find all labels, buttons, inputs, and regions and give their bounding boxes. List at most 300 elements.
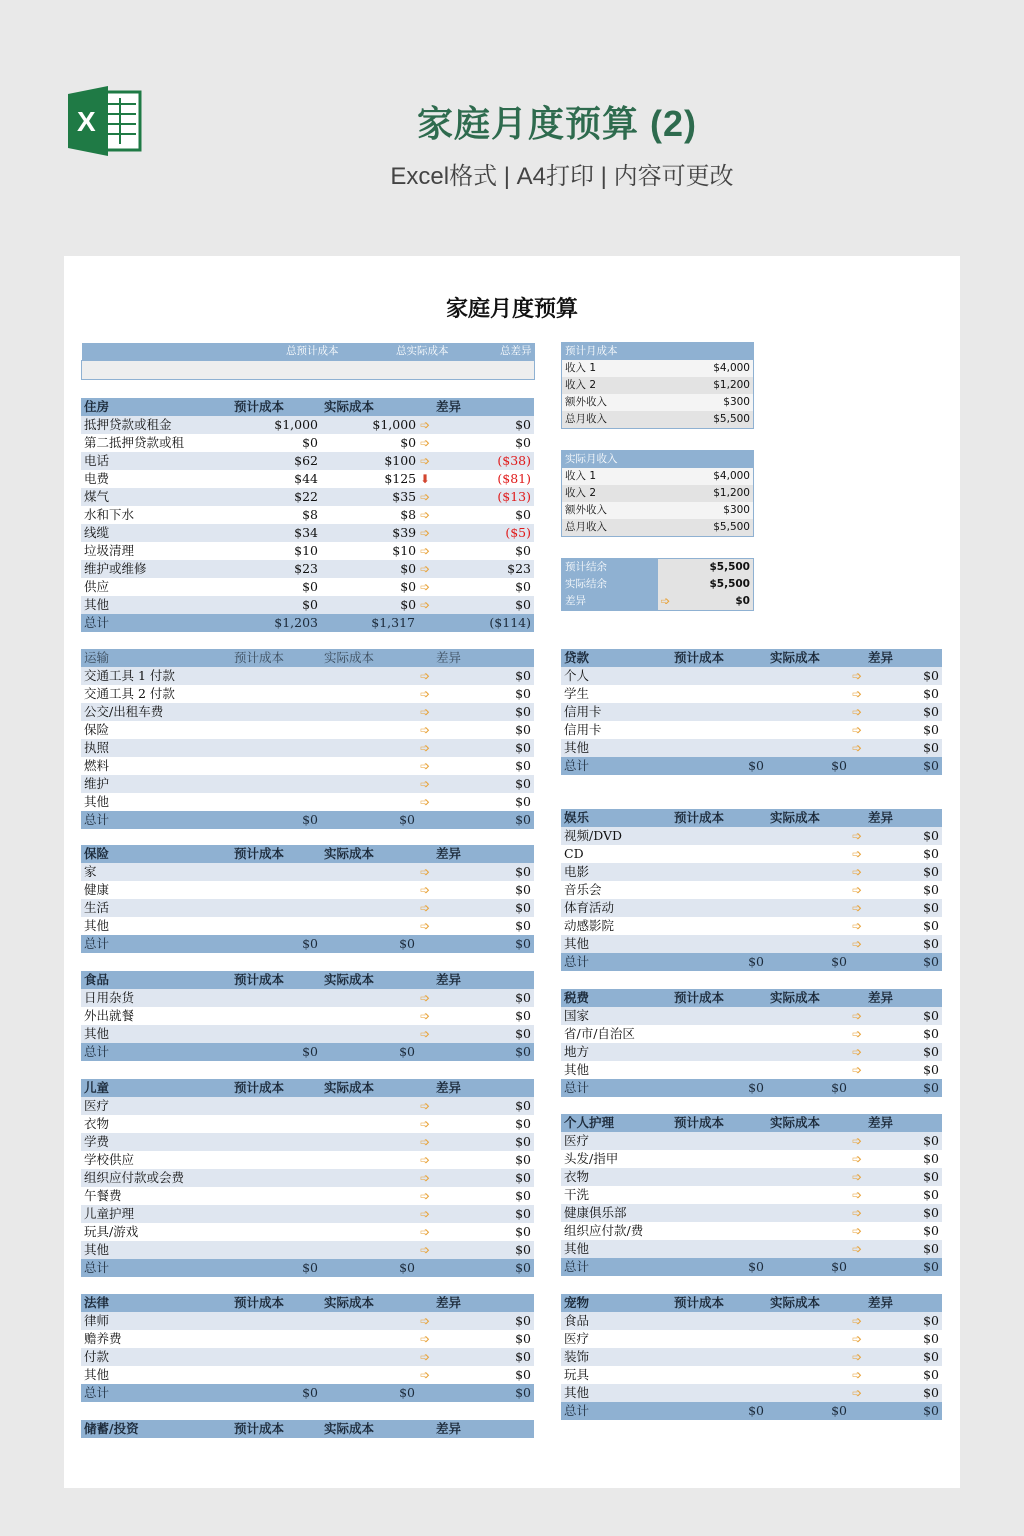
diff-value: $0 bbox=[865, 685, 942, 703]
arrow-right-icon: ➩ bbox=[419, 1099, 430, 1113]
table-row bbox=[561, 1043, 942, 1061]
total-diff: $0 bbox=[865, 1402, 942, 1420]
total-label: 总计 bbox=[561, 953, 671, 971]
arrow-right-icon: ➩ bbox=[419, 1225, 430, 1239]
row-label: 电话 bbox=[81, 452, 231, 470]
budget-value bbox=[671, 827, 767, 845]
budget-value: $1,000 bbox=[231, 416, 321, 434]
diff-value: ($13) bbox=[433, 488, 534, 506]
table-row bbox=[81, 542, 534, 560]
diff-value: $0 bbox=[865, 721, 942, 739]
diff-value: $0 bbox=[433, 721, 534, 739]
total-row bbox=[81, 811, 534, 829]
actual-cell bbox=[767, 1168, 865, 1186]
table-row bbox=[561, 1025, 942, 1043]
actual-cell bbox=[767, 1330, 865, 1348]
actual-income-table bbox=[561, 450, 754, 537]
budget-value bbox=[671, 667, 767, 685]
total-actual: $0 bbox=[767, 1079, 865, 1097]
actual-cell bbox=[321, 1366, 433, 1384]
table-row bbox=[561, 881, 942, 899]
arrow-right-icon: ➩ bbox=[419, 865, 430, 879]
arrow-right-icon: ➩ bbox=[419, 1171, 430, 1185]
row-value: $0 bbox=[735, 595, 750, 607]
diff-value: $0 bbox=[433, 667, 534, 685]
budget-value bbox=[671, 1150, 767, 1168]
diff-value: $0 bbox=[433, 1312, 534, 1330]
arrow-right-icon: ➩ bbox=[851, 1368, 862, 1382]
diff-value: $0 bbox=[433, 1330, 534, 1348]
table-row bbox=[561, 1132, 942, 1150]
diff-value: $0 bbox=[865, 1007, 942, 1025]
row-label: 其他 bbox=[81, 793, 231, 811]
budget-value bbox=[231, 899, 321, 917]
row-label: 儿童护理 bbox=[81, 1205, 231, 1223]
row-label: 额外收入 bbox=[562, 394, 658, 411]
diff-value: $0 bbox=[433, 1133, 534, 1151]
promo-title: 家庭月度预算 (2) bbox=[416, 103, 697, 144]
table-row bbox=[561, 685, 942, 703]
table-row bbox=[81, 863, 534, 881]
diff-value: $0 bbox=[433, 1366, 534, 1384]
table-row bbox=[562, 485, 754, 502]
column-header-budget: 预计成本 bbox=[231, 649, 321, 667]
row-label: 食品 bbox=[561, 1312, 671, 1330]
arrow-right-icon: ➩ bbox=[416, 580, 430, 594]
table-row bbox=[561, 1007, 942, 1025]
table-row bbox=[81, 757, 534, 775]
actual-cell bbox=[767, 863, 865, 881]
row-label: 律师 bbox=[81, 1312, 231, 1330]
budget-value bbox=[231, 917, 321, 935]
table-row bbox=[561, 863, 942, 881]
column-header-diff: 差异 bbox=[433, 971, 534, 989]
actual-cell bbox=[767, 1240, 865, 1258]
income-table-title: 实际月收入 bbox=[562, 451, 754, 469]
total-budget: $1,203 bbox=[231, 614, 321, 632]
diff-value: $0 bbox=[865, 935, 942, 953]
diff-value: $0 bbox=[865, 1330, 942, 1348]
section-title: 运输 bbox=[81, 649, 231, 667]
budget-value bbox=[231, 863, 321, 881]
table-row bbox=[81, 1241, 534, 1259]
arrow-right-icon: ➩ bbox=[851, 741, 862, 755]
diff-value: $0 bbox=[865, 1132, 942, 1150]
actual-value: $100 bbox=[384, 453, 417, 468]
table-row bbox=[81, 1366, 534, 1384]
row-value: $1,200 bbox=[658, 485, 754, 502]
row-label: 抵押贷款或租金 bbox=[81, 416, 231, 434]
budget-value bbox=[231, 1348, 321, 1366]
row-label: 维护或维修 bbox=[81, 560, 231, 578]
table-row bbox=[81, 434, 534, 452]
budget-value bbox=[231, 989, 321, 1007]
actual-cell bbox=[767, 1348, 865, 1366]
total-diff: ($114) bbox=[433, 614, 534, 632]
diff-value: $0 bbox=[433, 1187, 534, 1205]
budget-value bbox=[671, 899, 767, 917]
arrow-right-icon: ➩ bbox=[419, 1207, 430, 1221]
arrow-right-icon: ➩ bbox=[851, 1314, 862, 1328]
total-budget: $0 bbox=[671, 757, 767, 775]
diff-value: $0 bbox=[433, 1348, 534, 1366]
arrow-right-icon: ➩ bbox=[851, 687, 862, 701]
arrow-right-icon: ➩ bbox=[419, 1153, 430, 1167]
arrow-right-icon: ➩ bbox=[416, 490, 430, 504]
row-label: 其他 bbox=[81, 917, 231, 935]
actual-cell bbox=[767, 685, 865, 703]
diff-value: $0 bbox=[865, 863, 942, 881]
budget-value: $23 bbox=[231, 560, 321, 578]
arrow-right-icon: ➩ bbox=[851, 1152, 862, 1166]
actual-cell bbox=[321, 739, 433, 757]
spreadsheet-page bbox=[64, 256, 960, 1488]
total-actual: $0 bbox=[321, 1259, 433, 1277]
row-label: 收入 2 bbox=[562, 377, 658, 394]
section-title: 保险 bbox=[81, 845, 231, 863]
actual-cell bbox=[767, 667, 865, 685]
column-header-budget: 预计成本 bbox=[671, 1294, 767, 1312]
table-row bbox=[81, 1187, 534, 1205]
total-actual: $0 bbox=[321, 1384, 433, 1402]
table-row bbox=[81, 1025, 534, 1043]
budget-value bbox=[671, 845, 767, 863]
table-row bbox=[81, 578, 534, 596]
row-label: 其他 bbox=[561, 1384, 671, 1402]
arrow-right-icon: ➩ bbox=[851, 1009, 862, 1023]
column-header-budget: 预计成本 bbox=[231, 845, 321, 863]
arrow-right-icon: ➩ bbox=[851, 919, 862, 933]
row-label: 国家 bbox=[561, 1007, 671, 1025]
row-label: 交通工具 1 付款 bbox=[81, 667, 231, 685]
section-title: 个人护理 bbox=[561, 1114, 671, 1132]
diff-value: $0 bbox=[433, 1241, 534, 1259]
budget-value: $8 bbox=[231, 506, 321, 524]
budget-value bbox=[231, 1366, 321, 1384]
summary-header: 总实际成本 bbox=[342, 343, 452, 361]
arrow-right-icon: ➩ bbox=[419, 1243, 430, 1257]
row-value: $1,200 bbox=[658, 377, 754, 394]
arrow-right-icon: ➩ bbox=[419, 991, 430, 1005]
loans-table bbox=[561, 649, 942, 775]
summary-table bbox=[81, 343, 535, 380]
arrow-right-icon: ➩ bbox=[851, 937, 862, 951]
row-label: 学生 bbox=[561, 685, 671, 703]
diff-value: $0 bbox=[433, 757, 534, 775]
row-label: 医疗 bbox=[561, 1132, 671, 1150]
total-actual: $0 bbox=[321, 811, 433, 829]
table-row bbox=[561, 1168, 942, 1186]
budget-value bbox=[671, 739, 767, 757]
budget-value bbox=[231, 667, 321, 685]
total-label: 总计 bbox=[561, 1402, 671, 1420]
budget-value: $62 bbox=[231, 452, 321, 470]
table-row bbox=[81, 1330, 534, 1348]
column-header-budget: 预计成本 bbox=[231, 398, 321, 416]
actual-cell bbox=[767, 1025, 865, 1043]
arrow-right-icon: ➩ bbox=[419, 1117, 430, 1131]
budget-value bbox=[231, 1115, 321, 1133]
actual-cell bbox=[767, 721, 865, 739]
actual-value: $0 bbox=[400, 561, 417, 576]
arrow-right-icon: ➩ bbox=[416, 508, 430, 522]
arrow-right-icon: ➩ bbox=[660, 594, 671, 608]
row-label: 执照 bbox=[81, 739, 231, 757]
arrow-right-icon: ➩ bbox=[851, 865, 862, 879]
row-label: 其他 bbox=[561, 935, 671, 953]
row-value: $300 bbox=[658, 502, 754, 519]
budget-value bbox=[671, 1061, 767, 1079]
column-header-actual: 实际成本 bbox=[321, 1079, 433, 1097]
total-row bbox=[81, 1384, 534, 1402]
actual-cell bbox=[321, 1187, 433, 1205]
row-label: 音乐会 bbox=[561, 881, 671, 899]
row-label: 其他 bbox=[81, 1241, 231, 1259]
total-row bbox=[81, 1259, 534, 1277]
actual-cell bbox=[321, 578, 433, 596]
table-row bbox=[561, 1061, 942, 1079]
row-label: 健康 bbox=[81, 881, 231, 899]
total-actual: $0 bbox=[767, 757, 865, 775]
diff-value: $0 bbox=[865, 1168, 942, 1186]
diff-value: $0 bbox=[433, 775, 534, 793]
row-label: 学校供应 bbox=[81, 1151, 231, 1169]
actual-cell bbox=[321, 1025, 433, 1043]
budget-value: $34 bbox=[231, 524, 321, 542]
actual-cell bbox=[767, 1007, 865, 1025]
column-header-budget: 预计成本 bbox=[671, 649, 767, 667]
arrow-right-icon: ➩ bbox=[419, 795, 430, 809]
arrow-right-icon: ➩ bbox=[419, 1135, 430, 1149]
diff-value: $0 bbox=[865, 881, 942, 899]
diff-value: $0 bbox=[433, 1169, 534, 1187]
section-title: 储蓄/投资 bbox=[81, 1420, 231, 1438]
svg-text:X: X bbox=[77, 106, 96, 137]
arrow-right-icon: ➩ bbox=[851, 1242, 862, 1256]
diff-value: $0 bbox=[433, 596, 534, 614]
arrow-right-icon: ➩ bbox=[419, 1314, 430, 1328]
budget-value: $22 bbox=[231, 488, 321, 506]
table-row bbox=[81, 416, 534, 434]
row-label: 预计结余 bbox=[562, 559, 658, 577]
row-label: 供应 bbox=[81, 578, 231, 596]
actual-cell bbox=[767, 1312, 865, 1330]
column-header-budget: 预计成本 bbox=[671, 989, 767, 1007]
actual-cell bbox=[321, 703, 433, 721]
total-label: 总计 bbox=[81, 935, 231, 953]
actual-cell bbox=[321, 721, 433, 739]
column-header-actual: 实际成本 bbox=[321, 845, 433, 863]
column-header-diff: 差异 bbox=[865, 649, 942, 667]
column-header-budget: 预计成本 bbox=[671, 1114, 767, 1132]
row-label: 公交/出租车费 bbox=[81, 703, 231, 721]
budget-value bbox=[671, 1222, 767, 1240]
row-label: 健康俱乐部 bbox=[561, 1204, 671, 1222]
children-table bbox=[81, 1079, 534, 1277]
section-title: 住房 bbox=[81, 398, 231, 416]
column-header-actual: 实际成本 bbox=[321, 1294, 433, 1312]
budget-value bbox=[231, 1330, 321, 1348]
row-label: 其他 bbox=[81, 596, 231, 614]
actual-cell bbox=[767, 1222, 865, 1240]
table-row bbox=[81, 917, 534, 935]
table-row bbox=[562, 559, 754, 577]
budget-value bbox=[231, 739, 321, 757]
diff-value: $0 bbox=[865, 899, 942, 917]
actual-cell bbox=[321, 1133, 433, 1151]
row-label: 垃圾清理 bbox=[81, 542, 231, 560]
diff-value: $0 bbox=[433, 685, 534, 703]
column-header-diff: 差异 bbox=[433, 1294, 534, 1312]
budget-value bbox=[231, 685, 321, 703]
actual-cell bbox=[767, 1204, 865, 1222]
table-row bbox=[562, 468, 754, 485]
table-row bbox=[561, 1150, 942, 1168]
value-cell bbox=[658, 576, 754, 593]
budget-value bbox=[671, 935, 767, 953]
promo-subtitle: Excel格式 | A4打印 | 内容可更改 bbox=[390, 163, 734, 190]
table-row bbox=[81, 685, 534, 703]
arrow-right-icon: ➩ bbox=[851, 1188, 862, 1202]
row-label: 电费 bbox=[81, 470, 231, 488]
pets-table bbox=[561, 1294, 942, 1420]
table-row bbox=[561, 917, 942, 935]
total-label: 总计 bbox=[81, 811, 231, 829]
table-row bbox=[561, 667, 942, 685]
actual-cell bbox=[321, 1169, 433, 1187]
actual-cell bbox=[767, 703, 865, 721]
actual-cell bbox=[767, 1132, 865, 1150]
row-label: 交通工具 2 付款 bbox=[81, 685, 231, 703]
actual-cell bbox=[321, 1205, 433, 1223]
diff-value: $0 bbox=[865, 1043, 942, 1061]
table-row bbox=[81, 1151, 534, 1169]
total-actual: $1,317 bbox=[321, 614, 433, 632]
table-row bbox=[561, 1240, 942, 1258]
budget-value bbox=[231, 1312, 321, 1330]
diff-value: $0 bbox=[865, 1222, 942, 1240]
actual-cell bbox=[321, 1241, 433, 1259]
column-header-actual: 实际成本 bbox=[767, 1114, 865, 1132]
arrow-right-icon: ➩ bbox=[419, 705, 430, 719]
row-label: 水和下水 bbox=[81, 506, 231, 524]
section-title: 儿童 bbox=[81, 1079, 231, 1097]
diff-value: $0 bbox=[433, 1097, 534, 1115]
column-header-diff: 差异 bbox=[865, 1114, 942, 1132]
arrow-right-icon: ➩ bbox=[851, 1027, 862, 1041]
arrow-right-icon: ➩ bbox=[851, 847, 862, 861]
table-row bbox=[561, 1312, 942, 1330]
row-label: 动感影院 bbox=[561, 917, 671, 935]
diff-value: $0 bbox=[865, 1150, 942, 1168]
total-actual: $0 bbox=[767, 953, 865, 971]
actual-cell bbox=[321, 524, 433, 542]
arrow-right-icon: ➩ bbox=[419, 723, 430, 737]
row-label: 煤气 bbox=[81, 488, 231, 506]
actual-value: $0 bbox=[400, 579, 417, 594]
diff-value: $0 bbox=[433, 899, 534, 917]
total-budget: $0 bbox=[671, 1079, 767, 1097]
row-value: $5,500 bbox=[658, 411, 754, 429]
actual-value: $1,000 bbox=[372, 417, 417, 432]
diff-value: ($81) bbox=[433, 470, 534, 488]
budget-value bbox=[231, 793, 321, 811]
row-value: $5,500 bbox=[709, 578, 750, 590]
column-header-diff: 差异 bbox=[433, 845, 534, 863]
budget-value: $44 bbox=[231, 470, 321, 488]
actual-cell bbox=[321, 1151, 433, 1169]
table-row bbox=[561, 827, 942, 845]
arrow-right-icon: ➩ bbox=[416, 598, 430, 612]
arrow-right-icon: ➩ bbox=[419, 901, 430, 915]
budget-value bbox=[671, 1312, 767, 1330]
row-label: 信用卡 bbox=[561, 721, 671, 739]
arrow-right-icon: ➩ bbox=[851, 1224, 862, 1238]
value-cell bbox=[658, 559, 754, 577]
diff-value: $0 bbox=[433, 881, 534, 899]
table-row bbox=[561, 739, 942, 757]
page-fade bbox=[64, 1442, 960, 1488]
table-row bbox=[81, 667, 534, 685]
budget-value bbox=[671, 721, 767, 739]
column-header-actual: 实际成本 bbox=[767, 989, 865, 1007]
row-label: 付款 bbox=[81, 1348, 231, 1366]
arrow-right-icon: ➩ bbox=[851, 1170, 862, 1184]
table-row bbox=[81, 881, 534, 899]
column-header-actual: 实际成本 bbox=[321, 1420, 433, 1438]
actual-cell bbox=[767, 827, 865, 845]
arrow-right-icon: ➩ bbox=[851, 883, 862, 897]
table-row bbox=[562, 576, 754, 593]
table-row bbox=[81, 560, 534, 578]
actual-cell bbox=[767, 1366, 865, 1384]
total-budget: $0 bbox=[231, 1384, 321, 1402]
budget-value bbox=[231, 1223, 321, 1241]
column-header-budget: 预计成本 bbox=[231, 971, 321, 989]
diff-value: $0 bbox=[433, 1007, 534, 1025]
row-label: 体育活动 bbox=[561, 899, 671, 917]
value-cell bbox=[658, 593, 754, 611]
actual-value: $39 bbox=[392, 525, 417, 540]
row-label: 个人 bbox=[561, 667, 671, 685]
table-row bbox=[561, 899, 942, 917]
budget-value bbox=[671, 1007, 767, 1025]
total-diff: $0 bbox=[433, 1259, 534, 1277]
arrow-right-icon: ➩ bbox=[851, 1206, 862, 1220]
table-row bbox=[81, 596, 534, 614]
arrow-right-icon: ➩ bbox=[851, 1332, 862, 1346]
actual-cell bbox=[321, 667, 433, 685]
row-label: 燃料 bbox=[81, 757, 231, 775]
total-actual: $0 bbox=[321, 1043, 433, 1061]
row-label: 医疗 bbox=[561, 1330, 671, 1348]
arrow-right-icon: ➩ bbox=[851, 1045, 862, 1059]
table-row bbox=[561, 1330, 942, 1348]
diff-value: $0 bbox=[865, 1384, 942, 1402]
actual-cell bbox=[767, 1186, 865, 1204]
total-label: 总计 bbox=[81, 614, 231, 632]
total-diff: $0 bbox=[433, 935, 534, 953]
actual-cell bbox=[321, 775, 433, 793]
diff-value: $0 bbox=[865, 917, 942, 935]
actual-cell bbox=[321, 793, 433, 811]
arrow-right-icon: ➩ bbox=[416, 436, 430, 450]
row-label: 差异 bbox=[562, 593, 658, 611]
budget-value bbox=[231, 1133, 321, 1151]
row-value: $300 bbox=[658, 394, 754, 411]
arrow-right-icon: ➩ bbox=[419, 1027, 430, 1041]
budget-value bbox=[231, 1205, 321, 1223]
